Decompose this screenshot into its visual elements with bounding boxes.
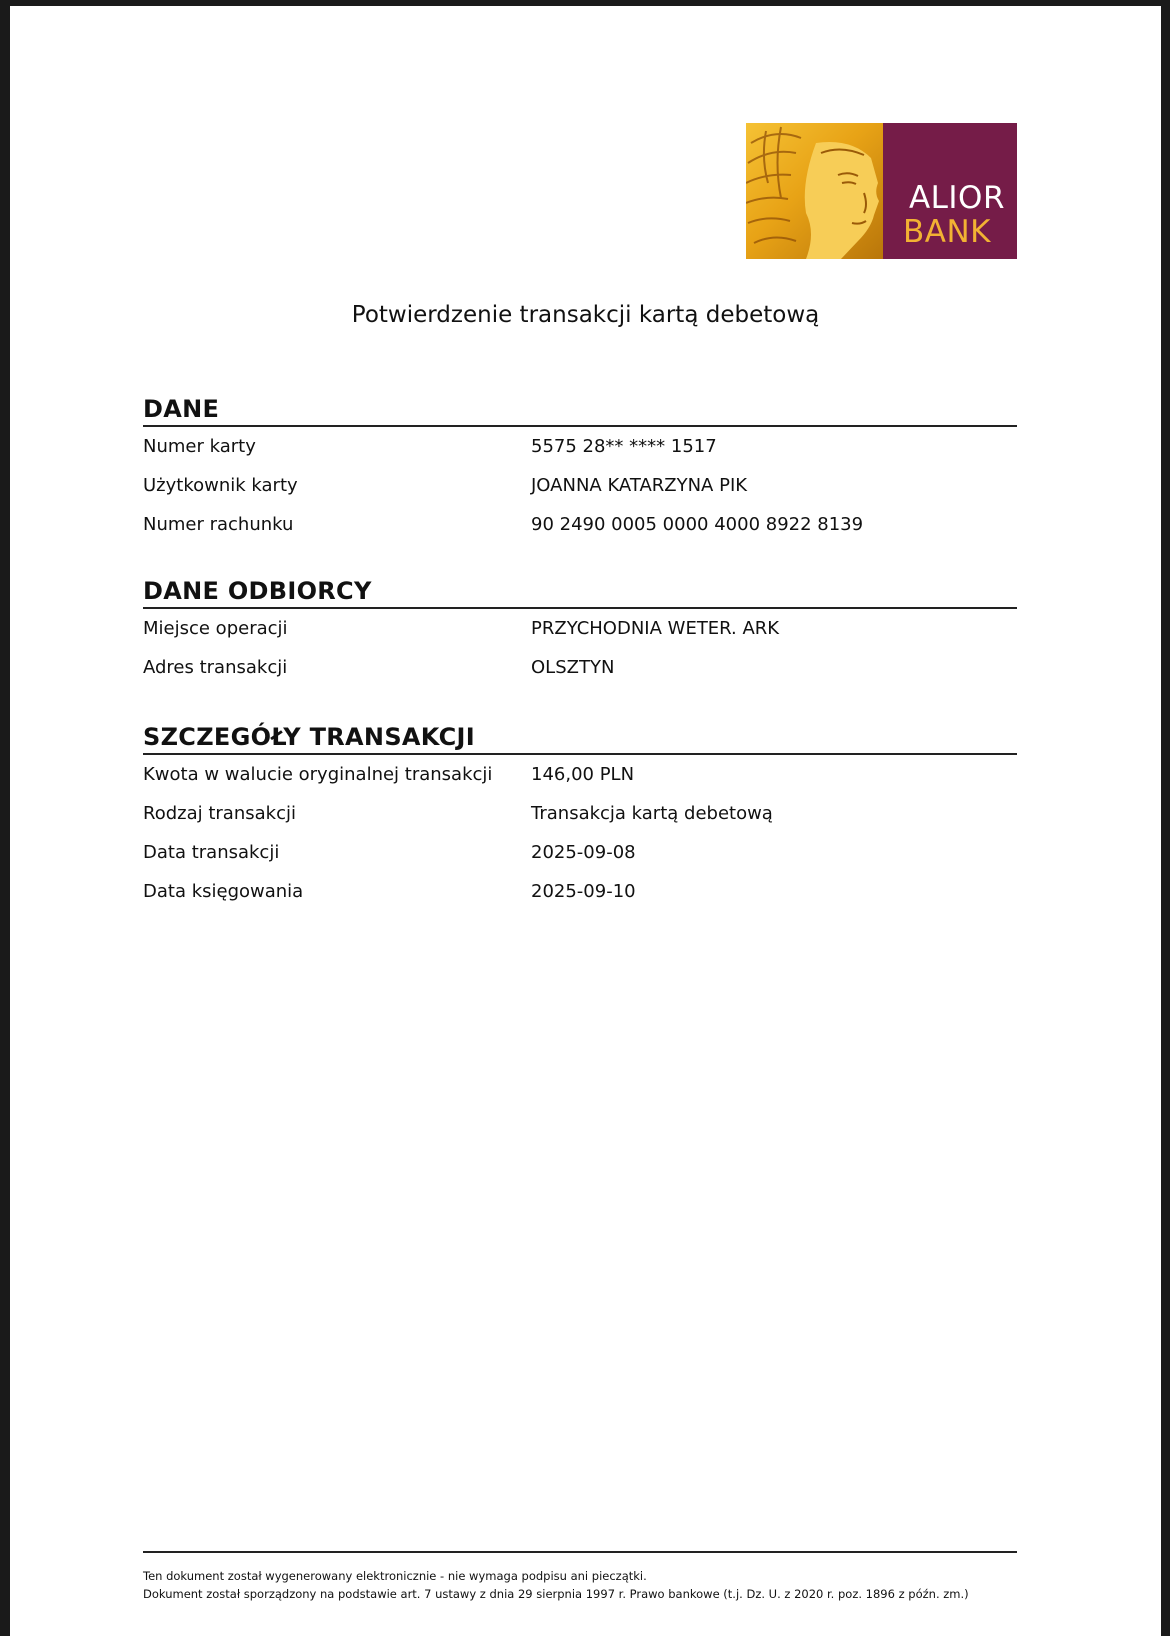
row-label: Data transakcji	[143, 842, 280, 863]
row-label: Data księgowania	[143, 881, 304, 902]
document-title: Potwierdzenie transakcji kartą debetową	[351, 302, 820, 328]
data-row-amount	[143, 755, 1017, 794]
data-row-transaction-address	[143, 648, 1017, 687]
section-header: DANE ODBIORCY	[143, 576, 1017, 609]
section-header: SZCZEGÓŁY TRANSAKCJI	[143, 722, 1017, 755]
row-value: 90 2490 0005 0000 4000 8922 8139	[531, 514, 864, 535]
data-row-account-number	[143, 505, 1017, 544]
row-label: Adres transakcji	[143, 657, 288, 678]
logo-text-alior: ALIOR	[908, 180, 1005, 216]
row-value: 146,00 PLN	[531, 764, 635, 785]
footer-line-legal-basis: Dokument został sporządzony na podstawie art. 7 ustawy z dnia 29 sierpnia 1997 r. Prawo bankowe (t.j. Dz. U. z 2020 r. poz. 1896 z późn. zm.)	[143, 1587, 969, 1601]
footer-line-electronic: Ten dokument został wygenerowany elektronicznie - nie wymaga podpisu ani pieczątki.	[143, 1569, 647, 1583]
document-page	[10, 6, 1161, 1636]
row-value: 5575 28** **** 1517	[531, 436, 717, 457]
data-row-operation-place	[143, 609, 1017, 648]
row-value: PRZYCHODNIA WETER. ARK	[531, 618, 780, 639]
section-dane-odbiorcy	[143, 576, 1017, 687]
section-header: DANE	[143, 394, 1017, 427]
data-row-booking-date	[143, 872, 1017, 911]
document-footer	[143, 1551, 1017, 1603]
row-label: Kwota w walucie oryginalnej transakcji	[143, 764, 493, 785]
data-row-transaction-date	[143, 833, 1017, 872]
row-value: JOANNA KATARZYNA PIK	[531, 475, 748, 496]
row-label: Numer karty	[143, 436, 256, 457]
logo-wordmark	[883, 123, 1017, 259]
data-row-transaction-type	[143, 794, 1017, 833]
head-illustration-icon	[746, 123, 883, 259]
row-label: Użytkownik karty	[143, 475, 298, 496]
section-szczegoly-transakcji	[143, 722, 1017, 911]
row-value: 2025-09-10	[531, 881, 636, 902]
row-value: 2025-09-08	[531, 842, 636, 863]
data-row-card-number	[143, 427, 1017, 466]
section-dane	[143, 394, 1017, 544]
logo-head-emblem	[746, 123, 883, 259]
row-label: Miejsce operacji	[143, 618, 288, 639]
row-value: OLSZTYN	[531, 657, 615, 678]
logo-text-bank: BANK	[903, 214, 991, 250]
row-value: Transakcja kartą debetową	[531, 803, 773, 824]
row-label: Rodzaj transakcji	[143, 803, 296, 824]
data-row-card-user	[143, 466, 1017, 505]
row-label: Numer rachunku	[143, 514, 294, 535]
alior-bank-logo	[746, 123, 1017, 259]
